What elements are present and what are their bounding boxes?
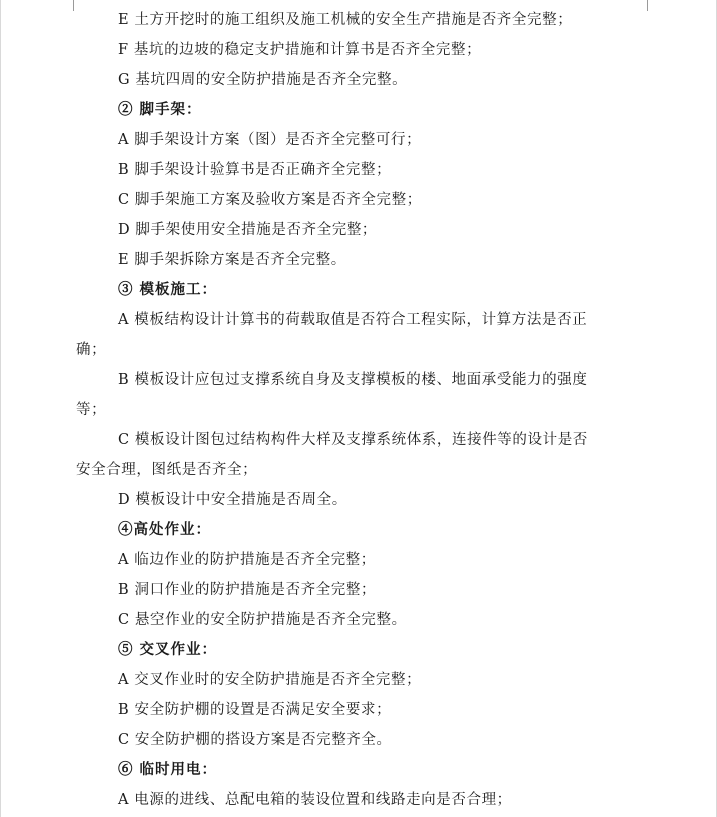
section-heading-cross-work: ⑤ 交叉作业：: [118, 641, 218, 658]
item-c-scaffold-construction: C 脚手架施工方案及验收方案是否齐全完整；: [118, 192, 422, 208]
crop-mark-top-right: [647, 0, 660, 11]
item-a-edge-work: A 临边作业的防护措施是否齐全完整；: [118, 552, 376, 568]
item-b-protection-shed: B 安全防护棚的设置是否满足安全要求；: [118, 702, 392, 718]
item-a-cross-work-safety: A 交叉作业时的安全防护措施是否齐全完整；: [118, 672, 422, 688]
section-heading-height-work: ④高处作业：: [118, 521, 211, 538]
crop-mark-top-left: [61, 0, 74, 11]
item-a-formwork-calc-cont: 确；: [76, 342, 107, 358]
item-b-formwork-support-cont: 等；: [76, 402, 107, 418]
item-c-shed-plan: C 安全防护棚的搭设方案是否完整齐全。: [118, 732, 392, 748]
item-c-formwork-drawing: C 模板设计图包过结构构件大样及支撑系统体系，连接件等的设计是否: [118, 432, 588, 448]
item-f-slope-support: F 基坑的边坡的稳定支护措施和计算书是否齐全完整；: [118, 42, 482, 58]
item-e-earthwork: E 土方开挖时的施工组织及施工机械的安全生产措施是否齐全完整；: [118, 12, 573, 28]
item-g-pit-protection: G 基坑四周的安全防护措施是否齐全完整。: [118, 72, 408, 88]
item-b-scaffold-calc: B 脚手架设计验算书是否正确齐全完整；: [118, 162, 392, 178]
item-b-formwork-support: B 模板设计应包过支撑系统自身及支撑模板的楼、地面承受能力的强度: [118, 372, 588, 388]
item-d-formwork-safety: D 模板设计中安全措施是否周全。: [118, 492, 347, 508]
item-a-scaffold-design: A 脚手架设计方案（图）是否齐全完整可行；: [118, 132, 422, 148]
item-a-power-layout: A 电源的进线、总配电箱的装设位置和线路走向是否合理；: [118, 792, 512, 808]
section-heading-temp-power: ⑥ 临时用电：: [118, 761, 218, 778]
section-heading-scaffold: ② 脚手架：: [118, 101, 202, 118]
item-a-formwork-calc: A 模板结构设计计算书的荷载取值是否符合工程实际，计算方法是否正: [118, 312, 588, 328]
item-e-scaffold-removal: E 脚手架拆除方案是否齐全完整。: [118, 252, 346, 268]
section-heading-formwork: ③ 模板施工：: [118, 281, 218, 298]
item-b-opening-work: B 洞口作业的防护措施是否齐全完整；: [118, 582, 377, 598]
item-d-scaffold-safety: D 脚手架使用安全措施是否齐全完整；: [118, 222, 378, 238]
item-c-suspended-work: C 悬空作业的安全防护措施是否齐全完整。: [118, 612, 407, 628]
item-c-formwork-drawing-cont: 安全合理，图纸是否齐全；: [76, 462, 258, 478]
